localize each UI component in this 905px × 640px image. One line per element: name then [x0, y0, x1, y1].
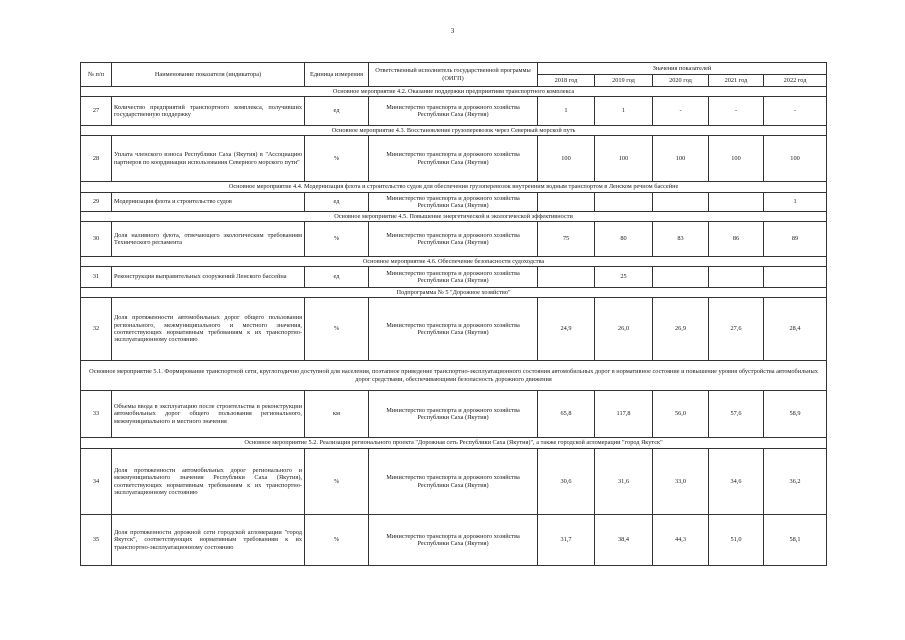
- row-value: 58,1: [764, 515, 827, 566]
- row-value: 117,8: [595, 391, 653, 438]
- table-row: [81, 136, 827, 182]
- row-unit: %: [305, 136, 369, 182]
- row-value: 25: [595, 267, 653, 288]
- section-row: [81, 438, 827, 449]
- row-executor: Министерство транспорта и дорожного хозяйства Республики Саха (Якутия): [369, 136, 538, 182]
- section-title: Подпрограмма № 5 "Дорожное хозяйство": [81, 288, 827, 298]
- row-value: 1: [595, 97, 653, 126]
- row-unit: км: [305, 391, 369, 438]
- row-value: [538, 267, 595, 288]
- section-row: [81, 87, 827, 97]
- row-name: Количество предприятий транспортного комплекса, получивших государственную поддержку: [112, 97, 305, 126]
- row-name: Доля протяженности автомобильных дорог общего пользования регионального, межмуниципального и местного значения, соответствующих нормативным требованиям к их транспортно-эксплуатационному состоянию: [112, 298, 305, 361]
- row-name: Реконструкция выправительных сооружений Ленского бассейна: [112, 267, 305, 288]
- row-value: 1: [538, 97, 595, 126]
- row-value: 51,0: [709, 515, 764, 566]
- table-row: [81, 193, 827, 212]
- table-row: [81, 97, 827, 126]
- row-value: 26,0: [595, 298, 653, 361]
- row-executor: Министерство транспорта и дорожного хозяйства Республики Саха (Якутия): [369, 97, 538, 126]
- row-value: 30,6: [538, 449, 595, 515]
- indicators-table: [80, 62, 827, 566]
- row-executor: Министерство транспорта и дорожного хозяйства Республики Саха (Якутия): [369, 222, 538, 257]
- row-value: 31,7: [538, 515, 595, 566]
- row-unit: %: [305, 298, 369, 361]
- header-values-group: Значения показателей: [538, 63, 827, 75]
- section-row: [81, 126, 827, 136]
- row-num: 33: [81, 391, 112, 438]
- row-num: 30: [81, 222, 112, 257]
- row-unit: %: [305, 449, 369, 515]
- row-name: Модернизация флота и строительство судов: [112, 193, 305, 212]
- row-num: 34: [81, 449, 112, 515]
- header-unit: Единица измерения: [305, 63, 369, 87]
- row-value: 100: [538, 136, 595, 182]
- section-row: [81, 182, 827, 193]
- row-value: 75: [538, 222, 595, 257]
- section-title: Основное мероприятие 5.1. Формирование транспортной сети, круглогодично доступной для населения, поэтапное приведение транспортно-эксплуатационного состояния автомобильных дорог в нормативное состояние и повышение уровня обустройства автомобильных дорог средствами, обеспечивающими безопасность дорожного движения: [81, 361, 827, 391]
- row-value: 36,2: [764, 449, 827, 515]
- section-row: [81, 361, 827, 391]
- table-row: [81, 267, 827, 288]
- row-value: 100: [764, 136, 827, 182]
- row-value: 86: [709, 222, 764, 257]
- row-value: [538, 193, 595, 212]
- header-name: Наименование показателя (индикатора): [112, 63, 305, 87]
- page-number: 3: [450, 27, 455, 35]
- row-executor: Министерство транспорта и дорожного хозяйства Республики Саха (Якутия): [369, 267, 538, 288]
- row-value: 26,9: [653, 298, 709, 361]
- row-value: 24,9: [538, 298, 595, 361]
- row-value: 31,6: [595, 449, 653, 515]
- section-title: Основное мероприятие 4.4. Модернизация флота и строительство судов для обеспечения грузоперевозок внутренним водным транспортом в Ленском речном бассейне: [81, 182, 827, 193]
- table-row: [81, 222, 827, 257]
- row-num: 29: [81, 193, 112, 212]
- row-value: 33,0: [653, 449, 709, 515]
- row-value: 1: [764, 193, 827, 212]
- table-row: [81, 515, 827, 566]
- section-title: Основное мероприятие 5.2. Реализация регионального проекта "Дорожная сеть Республики Саха (Якутия)", а также городской агломерации "город Якутск": [81, 438, 827, 449]
- row-value: [653, 267, 709, 288]
- header-executor: Ответственный исполнитель государственной программы (ОИГП): [369, 63, 538, 87]
- row-value: -: [764, 97, 827, 126]
- row-value: 65,8: [538, 391, 595, 438]
- row-num: 35: [81, 515, 112, 566]
- row-name: Уплата членского взноса Республики Саха (Якутия) в "Ассоциацию партнеров по координации использования Северного морского пути": [112, 136, 305, 182]
- row-value: 100: [653, 136, 709, 182]
- row-value: 44,3: [653, 515, 709, 566]
- section-title: Основное мероприятие 4.6. Обеспечение безопасности судоходства: [81, 257, 827, 267]
- header-year: 2019 год: [595, 75, 653, 87]
- row-value: 83: [653, 222, 709, 257]
- row-value: 100: [595, 136, 653, 182]
- row-value: 58,9: [764, 391, 827, 438]
- row-num: 31: [81, 267, 112, 288]
- row-unit: ед: [305, 97, 369, 126]
- table-row: [81, 449, 827, 515]
- row-num: 32: [81, 298, 112, 361]
- section-row: [81, 257, 827, 267]
- row-value: -: [709, 97, 764, 126]
- row-executor: Министерство транспорта и дорожного хозяйства Республики Саха (Якутия): [369, 193, 538, 212]
- header-num: № п/п: [81, 63, 112, 87]
- section-row: [81, 212, 827, 222]
- row-name: Доля наливного флота, отвечающего экологическим требованиям Технического регламента: [112, 222, 305, 257]
- row-value: 80: [595, 222, 653, 257]
- row-name: Объемы ввода в эксплуатацию после строительства и реконструкции автомобильных дорог общего пользования регионального, межмуниципального и местного значения: [112, 391, 305, 438]
- section-title: Основное мероприятие 4.3. Восстановление грузоперевозок через Северный морской путь: [81, 126, 827, 136]
- row-executor: Министерство транспорта и дорожного хозяйства Республики Саха (Якутия): [369, 449, 538, 515]
- section-title: Основное мероприятие 4.5. Повышение энергетической и экологической эффективности: [81, 212, 827, 222]
- table-row: [81, 298, 827, 361]
- section-title: Основное мероприятие 4.2. Оказание поддержки предприятиям транспортного комплекса: [81, 87, 827, 97]
- row-unit: %: [305, 222, 369, 257]
- row-executor: Министерство транспорта и дорожного хозяйства Республики Саха (Якутия): [369, 391, 538, 438]
- row-value: 89: [764, 222, 827, 257]
- row-num: 28: [81, 136, 112, 182]
- table-row: [81, 391, 827, 438]
- row-name: Доля протяженности дорожной сети городской агломерации "город Якутск", соответствующих нормативным требованиям к их транспортно-эксплуатационному состоянию: [112, 515, 305, 566]
- row-value: 28,4: [764, 298, 827, 361]
- row-value: [709, 193, 764, 212]
- row-value: -: [653, 97, 709, 126]
- row-executor: Министерство транспорта и дорожного хозяйства Республики Саха (Якутия): [369, 515, 538, 566]
- header-year: 2018 год: [538, 75, 595, 87]
- row-value: 56,0: [653, 391, 709, 438]
- row-value: [709, 267, 764, 288]
- header-year: 2020 год: [653, 75, 709, 87]
- row-unit: %: [305, 515, 369, 566]
- row-value: 34,6: [709, 449, 764, 515]
- row-value: 27,6: [709, 298, 764, 361]
- row-value: 57,6: [709, 391, 764, 438]
- row-unit: ед: [305, 267, 369, 288]
- row-value: [653, 193, 709, 212]
- row-value: [764, 267, 827, 288]
- row-name: Доля протяженности автомобильных дорог регионального и межмуниципального значения Республики Саха (Якутия), соответствующих нормативным требованиям к их транспортно-эксплуатационному состоянию: [112, 449, 305, 515]
- row-executor: Министерство транспорта и дорожного хозяйства Республики Саха (Якутия): [369, 298, 538, 361]
- header-year: 2021 год: [709, 75, 764, 87]
- row-value: 38,4: [595, 515, 653, 566]
- row-num: 27: [81, 97, 112, 126]
- section-row: [81, 288, 827, 298]
- header-year: 2022 год: [764, 75, 827, 87]
- row-value: [595, 193, 653, 212]
- row-unit: ед: [305, 193, 369, 212]
- row-value: 100: [709, 136, 764, 182]
